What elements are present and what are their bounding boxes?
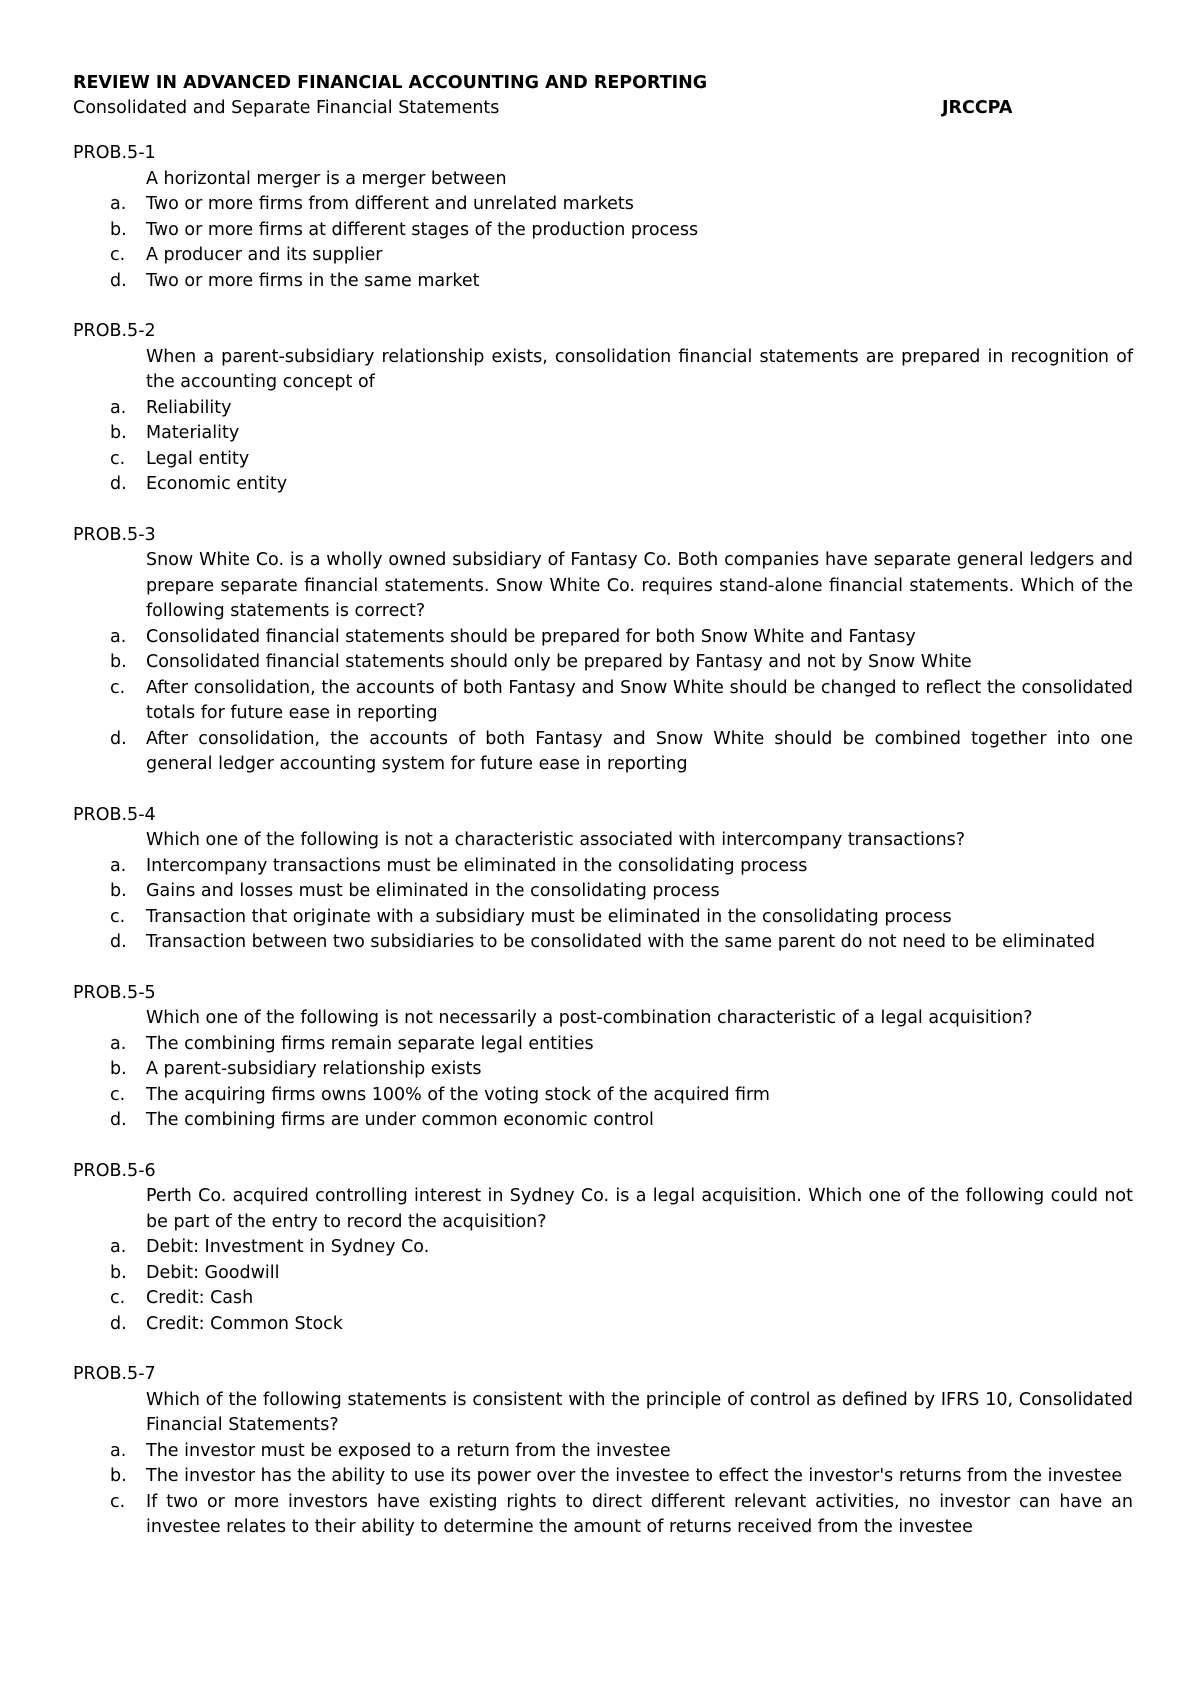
problem-question: Which one of the following is not a characteristic associated with intercompany transactions? — [146, 830, 966, 850]
problem-label: PROB.5-2 — [73, 321, 156, 341]
answer-option — [73, 1083, 1133, 1109]
option-letter: a. — [110, 626, 127, 647]
answer-option — [73, 421, 1133, 447]
answer-option — [73, 192, 1133, 218]
answer-option — [73, 1464, 1133, 1490]
option-text: Two or more firms in the same market — [146, 270, 480, 291]
answer-option — [73, 905, 1133, 931]
option-letter: a. — [110, 855, 127, 876]
answer-option — [73, 1032, 1133, 1058]
answer-option — [73, 727, 1133, 778]
option-letter: d. — [110, 728, 127, 749]
problem-label: PROB.5-6 — [73, 1160, 156, 1181]
option-letter: b. — [110, 1262, 127, 1283]
subtitle-row — [73, 96, 1133, 121]
option-text: Materiality — [146, 423, 240, 443]
option-text: Two or more firms from different and unrelated markets — [146, 194, 634, 214]
answer-option — [73, 1235, 1133, 1261]
option-letter: b. — [110, 219, 127, 240]
option-text: Consolidated financial statements should only be prepared by Fantasy and not by Snow White — [146, 652, 972, 672]
answer-option — [73, 676, 1133, 727]
document-title: REVIEW IN ADVANCED FINANCIAL ACCOUNTING AND REPORTING — [73, 73, 708, 93]
answer-option — [73, 854, 1133, 880]
answer-option — [73, 879, 1133, 905]
problem-question: Which one of the following is not necessarily a post-combination characteristic of a legal acquisition? — [146, 1008, 1033, 1028]
author-label: JRCCPA — [942, 98, 1013, 118]
option-text: Intercompany transactions must be eliminated in the consolidating process — [146, 855, 808, 876]
answer-options — [73, 625, 1133, 778]
option-letter: b. — [110, 423, 127, 443]
option-text: Legal entity — [146, 448, 250, 469]
problem-item — [73, 1159, 1133, 1338]
option-text: The combining firms remain separate legal entities — [146, 1033, 594, 1054]
option-letter: a. — [110, 1440, 127, 1461]
option-letter: a. — [110, 397, 127, 418]
answer-option — [73, 1057, 1133, 1083]
answer-option — [73, 650, 1133, 676]
answer-option — [73, 269, 1133, 295]
answer-options — [73, 1032, 1133, 1134]
answer-options — [73, 192, 1133, 294]
answer-option — [73, 218, 1133, 244]
problem-label: PROB.5-1 — [73, 143, 156, 163]
answer-option — [73, 1261, 1133, 1287]
document-page — [73, 71, 1133, 1566]
problem-item — [73, 981, 1133, 1134]
option-text: Debit: Goodwill — [146, 1262, 280, 1283]
problem-list — [73, 141, 1133, 1541]
option-text: A producer and its supplier — [146, 245, 383, 265]
option-letter: c. — [110, 677, 126, 698]
answer-options — [73, 854, 1133, 956]
option-letter: b. — [110, 1466, 127, 1486]
answer-options — [73, 396, 1133, 498]
answer-option — [73, 1439, 1133, 1465]
answer-option — [73, 625, 1133, 651]
option-text: Consolidated financial statements should be prepared for both Snow White and Fantasy — [146, 626, 916, 647]
option-text: Two or more firms at different stages of the production process — [146, 219, 699, 240]
option-letter: a. — [110, 1237, 127, 1257]
option-letter: d. — [110, 270, 127, 291]
option-text: The acquiring firms owns 100% of the voting stock of the acquired firm — [146, 1084, 770, 1105]
answer-option — [73, 396, 1133, 422]
answer-option — [73, 930, 1133, 956]
option-letter: a. — [110, 1033, 127, 1054]
problem-question: Perth Co. acquired controlling interest in Sydney Co. is a legal acquisition. Which one of the following could not be part of the entry to record the acquisition? — [146, 1186, 1133, 1232]
option-letter: b. — [110, 1059, 127, 1079]
answer-options — [73, 1235, 1133, 1337]
problem-question: A horizontal merger is a merger between — [146, 168, 507, 189]
option-letter: d. — [110, 1110, 127, 1130]
option-text: After consolidation, the accounts of both Fantasy and Snow White should be combined together into one general ledger accounting system for future ease in reporting — [146, 728, 1133, 774]
option-letter: b. — [110, 881, 127, 901]
problem-label: PROB.5-7 — [73, 1364, 156, 1384]
problem-label: PROB.5-5 — [73, 982, 156, 1003]
problem-label: PROB.5-3 — [73, 524, 156, 545]
answer-option — [73, 1490, 1133, 1541]
problem-question: Snow White Co. is a wholly owned subsidiary of Fantasy Co. Both companies have separate general ledgers and prepare separate financial statements. Snow White Co. requires stand-alone financial statements. Which of the following statements is correct? — [146, 550, 1133, 621]
answer-option — [73, 1108, 1133, 1134]
option-text: Transaction between two subsidiaries to be consolidated with the same parent do not need to be eliminated — [146, 932, 1096, 952]
option-text: Credit: Common Stock — [146, 1313, 343, 1334]
option-text: Transaction that originate with a subsidiary must be eliminated in the consolidating process — [146, 906, 952, 927]
option-letter: d. — [110, 474, 127, 494]
option-text: If two or more investors have existing rights to direct different relevant activities, no investor can have an investee relates to their ability to determine the amount of returns received from the investee — [146, 1491, 1133, 1537]
answer-option — [73, 243, 1133, 269]
problem-item — [73, 1362, 1133, 1541]
option-letter: b. — [110, 652, 127, 672]
option-text: Reliability — [146, 397, 232, 418]
option-text: Debit: Investment in Sydney Co. — [146, 1237, 430, 1257]
problem-item — [73, 141, 1133, 294]
option-text: After consolidation, the accounts of both Fantasy and Snow White should be changed to reflect the consolidated totals for future ease in reporting — [146, 677, 1133, 723]
problem-label: PROB.5-4 — [73, 804, 156, 825]
option-text: Economic entity — [146, 474, 288, 494]
option-letter: d. — [110, 1313, 127, 1334]
document-subtitle: Consolidated and Separate Financial Statements — [73, 98, 500, 118]
option-text: Credit: Cash — [146, 1288, 254, 1308]
answer-option — [73, 1312, 1133, 1338]
problem-item — [73, 523, 1133, 778]
problem-question: When a parent-subsidiary relationship exists, consolidation financial statements are prepared in recognition of the accounting concept of — [146, 346, 1133, 392]
option-letter: d. — [110, 932, 127, 952]
answer-option — [73, 1286, 1133, 1312]
option-letter: c. — [110, 1288, 126, 1308]
option-text: The investor has the ability to use its power over the investee to effect the investor's returns from the investee — [146, 1466, 1123, 1486]
answer-options — [73, 1439, 1133, 1541]
option-text: A parent-subsidiary relationship exists — [146, 1059, 482, 1079]
option-text: The combining firms are under common economic control — [146, 1110, 654, 1130]
option-letter: c. — [110, 1084, 126, 1105]
option-letter: a. — [110, 194, 127, 214]
answer-option — [73, 447, 1133, 473]
option-letter: c. — [110, 448, 126, 469]
answer-option — [73, 472, 1133, 498]
problem-item — [73, 319, 1133, 498]
option-text: Gains and losses must be eliminated in the consolidating process — [146, 881, 720, 901]
option-letter: c. — [110, 906, 126, 927]
problem-question: Which of the following statements is consistent with the principle of control as defined by IFRS 10, Consolidated Financial Statements? — [146, 1389, 1133, 1435]
option-letter: c. — [110, 245, 126, 265]
option-text: The investor must be exposed to a return from the investee — [146, 1440, 671, 1461]
option-letter: c. — [110, 1491, 126, 1512]
problem-item — [73, 803, 1133, 956]
